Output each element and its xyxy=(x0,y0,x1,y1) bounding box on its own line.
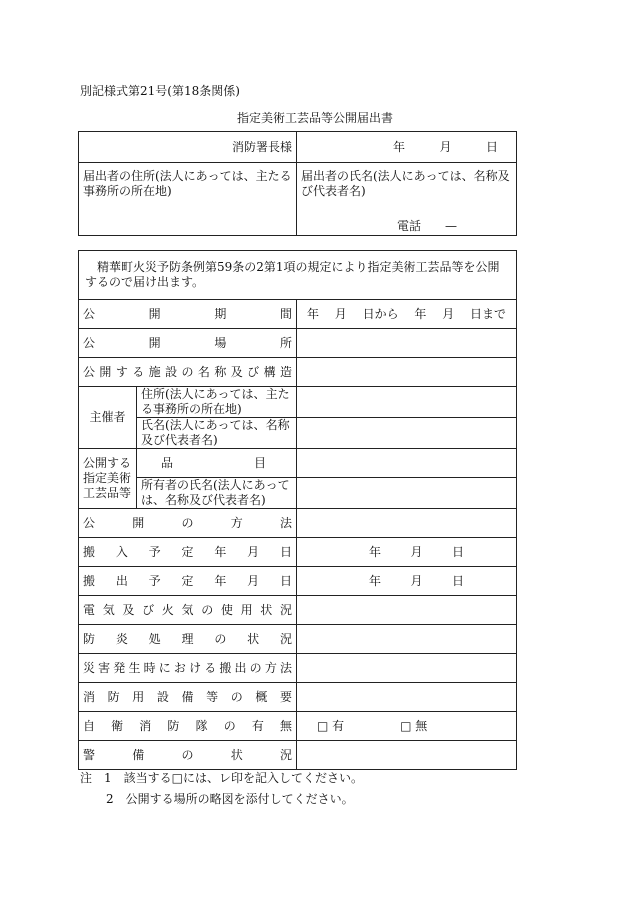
equipment-value-cell[interactable] xyxy=(297,683,517,712)
security-value-cell[interactable] xyxy=(297,741,517,770)
period-month-2: 月 xyxy=(442,306,455,321)
intro-cell xyxy=(79,251,517,300)
period-value xyxy=(301,307,512,322)
applicant-address-label: 届出者の住所(法人にあっては、主たる事務所の所在地) xyxy=(83,169,292,198)
carry-in-day: 日 xyxy=(452,544,465,559)
security-label: 警備の状況 xyxy=(83,747,292,762)
notes xyxy=(80,768,363,810)
flameproof-value-cell[interactable] xyxy=(297,625,517,654)
exhibition-table xyxy=(78,250,517,770)
owner-label-cell xyxy=(137,478,297,509)
equipment-label-cell xyxy=(79,683,297,712)
period-month-1: 月 xyxy=(334,306,347,321)
date-cell[interactable] xyxy=(297,132,517,163)
form-number: 別記様式第21号(第18条関係) xyxy=(80,84,240,98)
carry-out-year: 年 xyxy=(369,573,382,588)
item-name-label: 品目 xyxy=(161,455,266,470)
security-label-cell xyxy=(79,741,297,770)
date-day: 日 xyxy=(485,139,498,154)
phone-label: 電話 xyxy=(397,219,422,233)
carry-in-year: 年 xyxy=(369,544,382,559)
item-group-label: 公開する指定美術工芸品等 xyxy=(83,456,132,500)
organizer-name-value-cell[interactable] xyxy=(297,418,517,449)
addressee-cell[interactable] xyxy=(79,132,297,163)
facility-label-cell xyxy=(79,358,297,387)
addressee: 消防署長様 xyxy=(231,139,292,154)
fire-use-value-cell[interactable] xyxy=(297,596,517,625)
item-name-value-cell[interactable] xyxy=(297,449,517,478)
carry-in-value-cell[interactable] xyxy=(297,538,517,567)
place-label: 公開場所 xyxy=(83,335,292,350)
carry-in-label-cell xyxy=(79,538,297,567)
brigade-label: 自衛消防隊の有無 xyxy=(83,718,292,733)
method-label: 公開の方法 xyxy=(83,515,292,530)
brigade-value-cell xyxy=(297,712,517,741)
period-value-cell[interactable] xyxy=(297,300,517,329)
phone-dash: — xyxy=(445,219,458,233)
facility-label: 公開する施設の名称及び構造 xyxy=(83,364,292,379)
brigade-no-checkbox[interactable]: □ 無 xyxy=(400,718,428,733)
period-day-1: 日から xyxy=(362,306,399,321)
place-label-cell xyxy=(79,329,297,358)
fire-use-label-cell xyxy=(79,596,297,625)
intro-text: 精華町火災予防条例第59条の2第1項の規定により指定美術工芸品等を公開するので届け出ます。 xyxy=(85,260,500,289)
period-label-cell xyxy=(79,300,297,329)
date-year: 年 xyxy=(393,139,406,154)
evacuation-label: 災害発生時における搬出の方法 xyxy=(83,660,292,675)
carry-out-label: 搬出予定年月日 xyxy=(83,573,292,588)
date-month: 月 xyxy=(439,139,452,154)
document-title: 指定美術工芸品等公開届出書 xyxy=(236,111,393,125)
note-2: 2 公開する場所の略図を添付してください。 xyxy=(106,792,354,806)
carry-in-month: 月 xyxy=(410,544,423,559)
period-label: 公開期間 xyxy=(83,306,292,321)
place-value-cell[interactable] xyxy=(297,329,517,358)
carry-out-value-cell[interactable] xyxy=(297,567,517,596)
carry-in-date xyxy=(301,545,512,560)
period-year-2: 年 xyxy=(414,306,427,321)
period-day-2: 日まで xyxy=(469,306,506,321)
organizer-address-value-cell[interactable] xyxy=(297,387,517,418)
applicant-address-cell[interactable] xyxy=(79,163,297,236)
organizer-address-label-cell xyxy=(137,387,297,418)
item-group-label-cell xyxy=(79,449,137,509)
carry-out-label-cell xyxy=(79,567,297,596)
method-label-cell xyxy=(79,509,297,538)
owner-value-cell[interactable] xyxy=(297,478,517,509)
carry-out-day: 日 xyxy=(452,573,465,588)
facility-value-cell[interactable] xyxy=(297,358,517,387)
note-1: 注 1 該当する□には、レ印を記入してください。 xyxy=(80,771,363,785)
applicant-table xyxy=(78,131,517,236)
applicant-name-cell[interactable] xyxy=(297,163,517,236)
organizer-name-label-cell xyxy=(137,418,297,449)
applicant-name-label: 届出者の氏名(法人にあっては、名称及び代表者名) xyxy=(301,169,510,198)
organizer-label: 主催者 xyxy=(89,410,126,424)
evacuation-value-cell[interactable] xyxy=(297,654,517,683)
item-name-label-cell xyxy=(137,449,297,478)
carry-in-label: 搬入予定年月日 xyxy=(83,544,292,559)
method-value-cell[interactable] xyxy=(297,509,517,538)
organizer-label-cell xyxy=(79,387,137,449)
fire-use-label: 電気及び火気の使用状況 xyxy=(83,602,292,617)
flameproof-label-cell xyxy=(79,625,297,654)
organizer-name-label: 氏名(法人にあっては、名称及び代表者名) xyxy=(141,418,290,447)
evacuation-label-cell xyxy=(79,654,297,683)
brigade-label-cell xyxy=(79,712,297,741)
flameproof-label: 防炎処理の状況 xyxy=(83,631,292,646)
carry-out-month: 月 xyxy=(410,573,423,588)
period-year-1: 年 xyxy=(307,306,320,321)
equipment-label: 消防用設備等の概要 xyxy=(83,689,292,704)
brigade-yes-checkbox[interactable]: □ 有 xyxy=(317,718,345,733)
organizer-address-label: 住所(法人にあっては、主たる事務所の所在地) xyxy=(141,387,290,416)
owner-label: 所有者の氏名(法人にあっては、名称及び代表者名) xyxy=(141,478,290,507)
carry-out-date xyxy=(301,574,512,589)
